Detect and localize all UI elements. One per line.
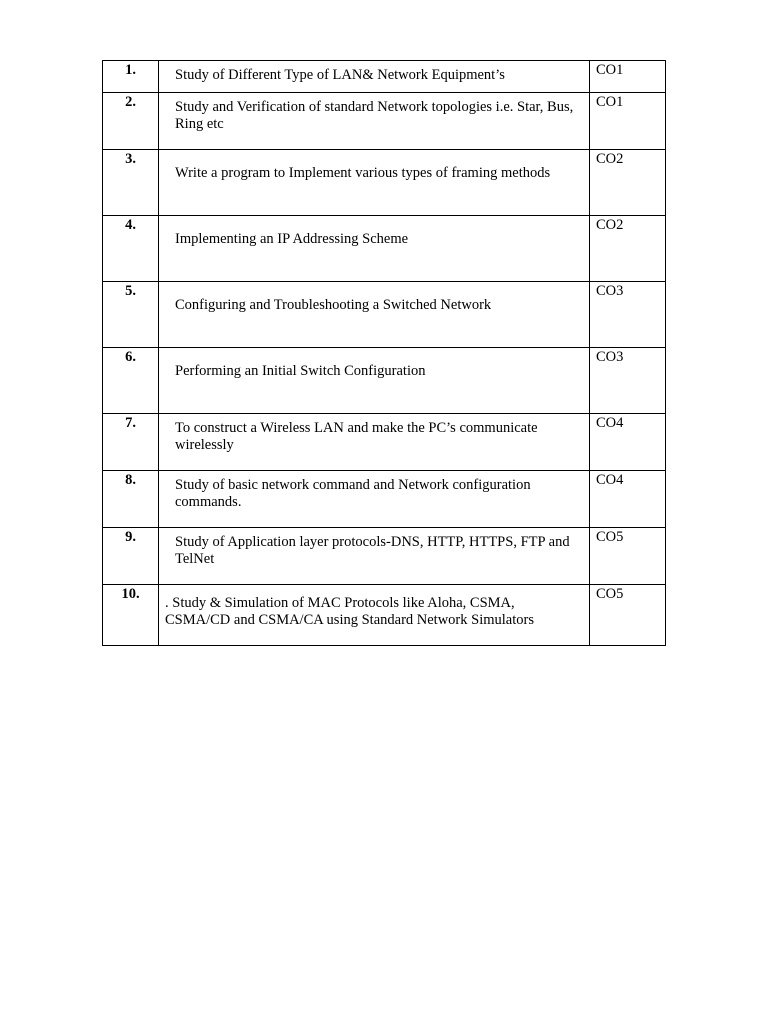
table-row [103,282,666,348]
table-row [103,348,666,414]
experiment-title: Performing an Initial Switch Configuration [159,348,590,414]
experiment-title: Write a program to Implement various types of framing methods [159,150,590,216]
experiment-number: 10. [103,585,159,646]
table-row [103,61,666,93]
course-outcome: CO1 [590,93,666,150]
course-outcome: CO4 [590,471,666,528]
experiment-number: 4. [103,216,159,282]
experiment-title: Study of basic network command and Network configuration commands. [159,471,590,528]
course-outcome: CO2 [590,216,666,282]
table-row [103,93,666,150]
experiment-number: 3. [103,150,159,216]
experiment-number: 9. [103,528,159,585]
experiment-title: Study and Verification of standard Network topologies i.e. Star, Bus, Ring etc [159,93,590,150]
table-row [103,150,666,216]
experiment-number: 2. [103,93,159,150]
table-row [103,471,666,528]
experiment-number: 8. [103,471,159,528]
course-outcome: CO2 [590,150,666,216]
course-outcome: CO3 [590,282,666,348]
course-outcome: CO3 [590,348,666,414]
experiment-number: 6. [103,348,159,414]
course-outcome: CO5 [590,528,666,585]
course-outcome: CO4 [590,414,666,471]
table-row [103,414,666,471]
table-row [103,528,666,585]
experiment-title: Implementing an IP Addressing Scheme [159,216,590,282]
course-outcome: CO5 [590,585,666,646]
experiment-number: 5. [103,282,159,348]
experiment-title: To construct a Wireless LAN and make the PC’s communicate wirelessly [159,414,590,471]
experiment-number: 1. [103,61,159,93]
experiment-title: Study of Different Type of LAN& Network Equipment’s [159,61,590,93]
experiment-number: 7. [103,414,159,471]
experiment-title: Study of Application layer protocols-DNS, HTTP, HTTPS, FTP and TelNet [159,528,590,585]
experiment-title: Configuring and Troubleshooting a Switched Network [159,282,590,348]
experiment-table [102,60,666,646]
experiment-title: . Study & Simulation of MAC Protocols like Aloha, CSMA, CSMA/CD and CSMA/CA using Standard Network Simulators [159,585,590,646]
table-row [103,216,666,282]
table-row [103,585,666,646]
course-outcome: CO1 [590,61,666,93]
